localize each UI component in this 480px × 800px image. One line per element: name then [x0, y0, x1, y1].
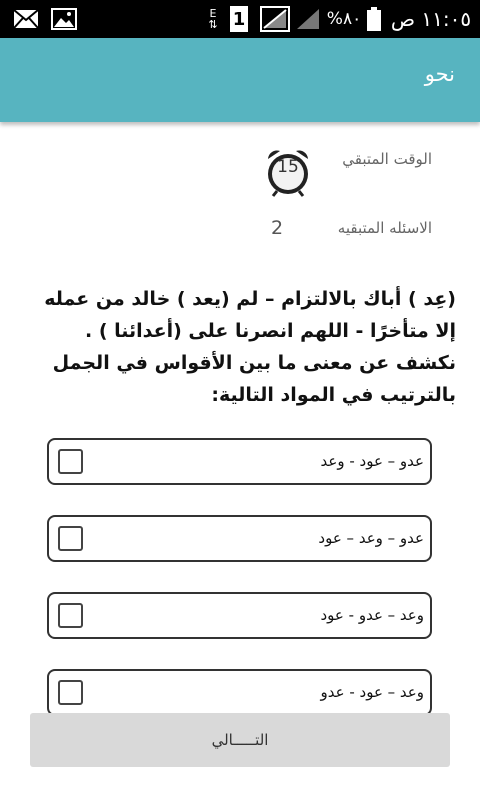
checkbox[interactable]: [58, 449, 83, 474]
time-remaining-label: الوقت المتبقي: [342, 150, 432, 168]
answer-option-2[interactable]: [47, 515, 432, 562]
option-label: عدو – عود - وعد: [320, 452, 424, 470]
image-icon: [50, 6, 78, 32]
checkbox[interactable]: [58, 526, 83, 551]
option-label: وعد – عدو - عود: [320, 606, 424, 624]
questions-remaining-value: 2: [270, 217, 284, 239]
checkbox[interactable]: [58, 680, 83, 705]
app-bar: [0, 38, 480, 122]
data-icon: [204, 6, 222, 32]
checkbox[interactable]: [58, 603, 83, 628]
no-signal-icon: [260, 6, 290, 32]
question-text: (عِد ) أباك بالالتزام – لم (يعد ) خالد من عمله إلا متأخرًا - اللهم انصرنا على (أعدائنا ) . نكشف عن معنى ما بين الأقواس في الجمل بالترتيب في المواد التالية:: [44, 288, 456, 406]
signal-icon: [296, 6, 320, 32]
battery-percent: ٨٠%: [326, 9, 362, 29]
sim-icon: 1: [230, 6, 248, 32]
status-bar: [0, 0, 480, 38]
next-button[interactable]: التـــــالي: [30, 713, 450, 767]
mail-icon: [12, 6, 40, 32]
answer-option-3[interactable]: [47, 592, 432, 639]
option-label: وعد – عود - عدو: [320, 683, 424, 701]
app-title: نحو: [424, 62, 455, 86]
answer-option-1[interactable]: [47, 438, 432, 485]
clock-time: ١١:٠٥ ص: [390, 7, 472, 31]
answer-option-4[interactable]: [47, 669, 432, 716]
battery-icon: [366, 6, 382, 32]
option-label: عدو – وعد – عود: [318, 529, 424, 547]
timer-value: 15: [277, 157, 299, 177]
data-indicator-top: E: [209, 7, 217, 20]
data-indicator-bottom: ⇅: [208, 18, 218, 31]
questions-remaining-label: الاسئله المتبقيه: [337, 219, 432, 237]
